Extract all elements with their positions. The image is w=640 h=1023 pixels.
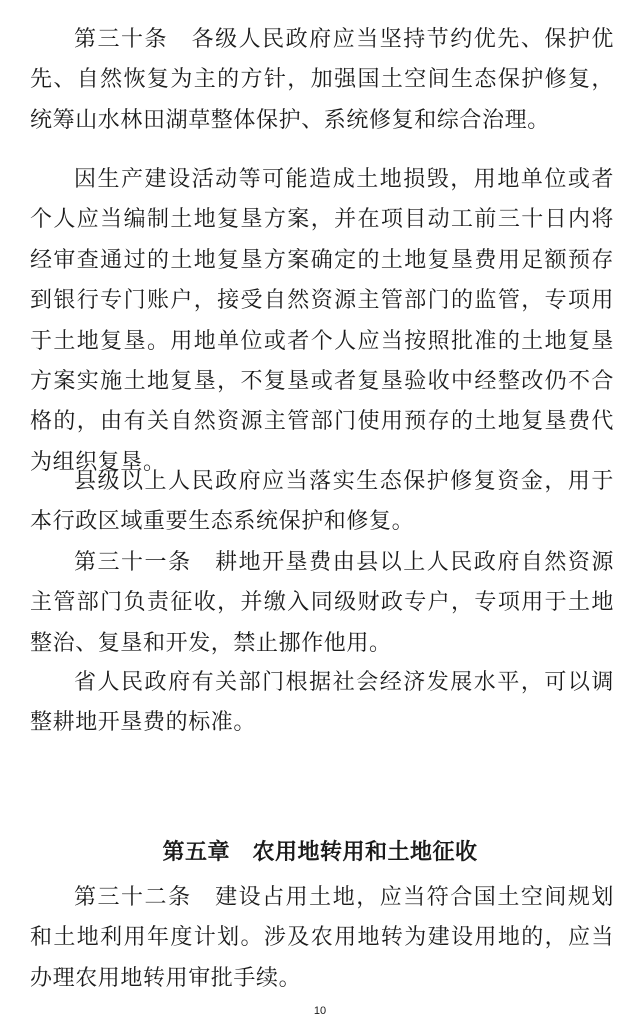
land-reclamation-paragraph: 因生产建设活动等可能造成土地损毁，用地单位或者个人应当编制土地复垦方案，并在项目动工前三十日内将经审查通过的土地复垦方案确定的土地复垦费用足额预存到银行专门账户，接受自然资源主管部门的监管，专项用于土地复垦。用地单位或者个人应当按照批准的土地复垦方案实施土地复垦，不复垦或者复垦验收中经整改仍不合格的，由有关自然资源主管部门使用预存的土地复垦费代为组织复垦。 — [30, 167, 614, 475]
chapter-title: 第五章 农用地转用和土地征收 — [162, 840, 478, 865]
article-32-paragraph: 第三十二条 建设占用土地，应当符合国土空间规划和土地利用年度计划。涉及农用地转为建设用地的，应当办理农用地转用审批手续。 — [30, 885, 614, 991]
article-31-paragraph: 第三十一条 耕地开垦费由县以上人民政府自然资源主管部门负责征收，并缴入同级财政专户，专项用于土地整治、复垦和开发，禁止挪作他用。 — [30, 550, 614, 656]
reclamation-fee-standard-paragraph: 省人民政府有关部门根据社会经济发展水平，可以调整耕地开垦费的标准。 — [30, 670, 614, 736]
article-30-paragraph: 第三十条 各级人民政府应当坚持节约优先、保护优先、自然恢复为主的方针，加强国土空间生态保护修复，统筹山水林田湖草整体保护、系统修复和综合治理。 — [30, 27, 614, 133]
ecological-funding-paragraph: 县级以上人民政府应当落实生态保护修复资金，用于本行政区域重要生态系统保护和修复。 — [30, 469, 614, 535]
page-number: 10 — [313, 1005, 327, 1017]
